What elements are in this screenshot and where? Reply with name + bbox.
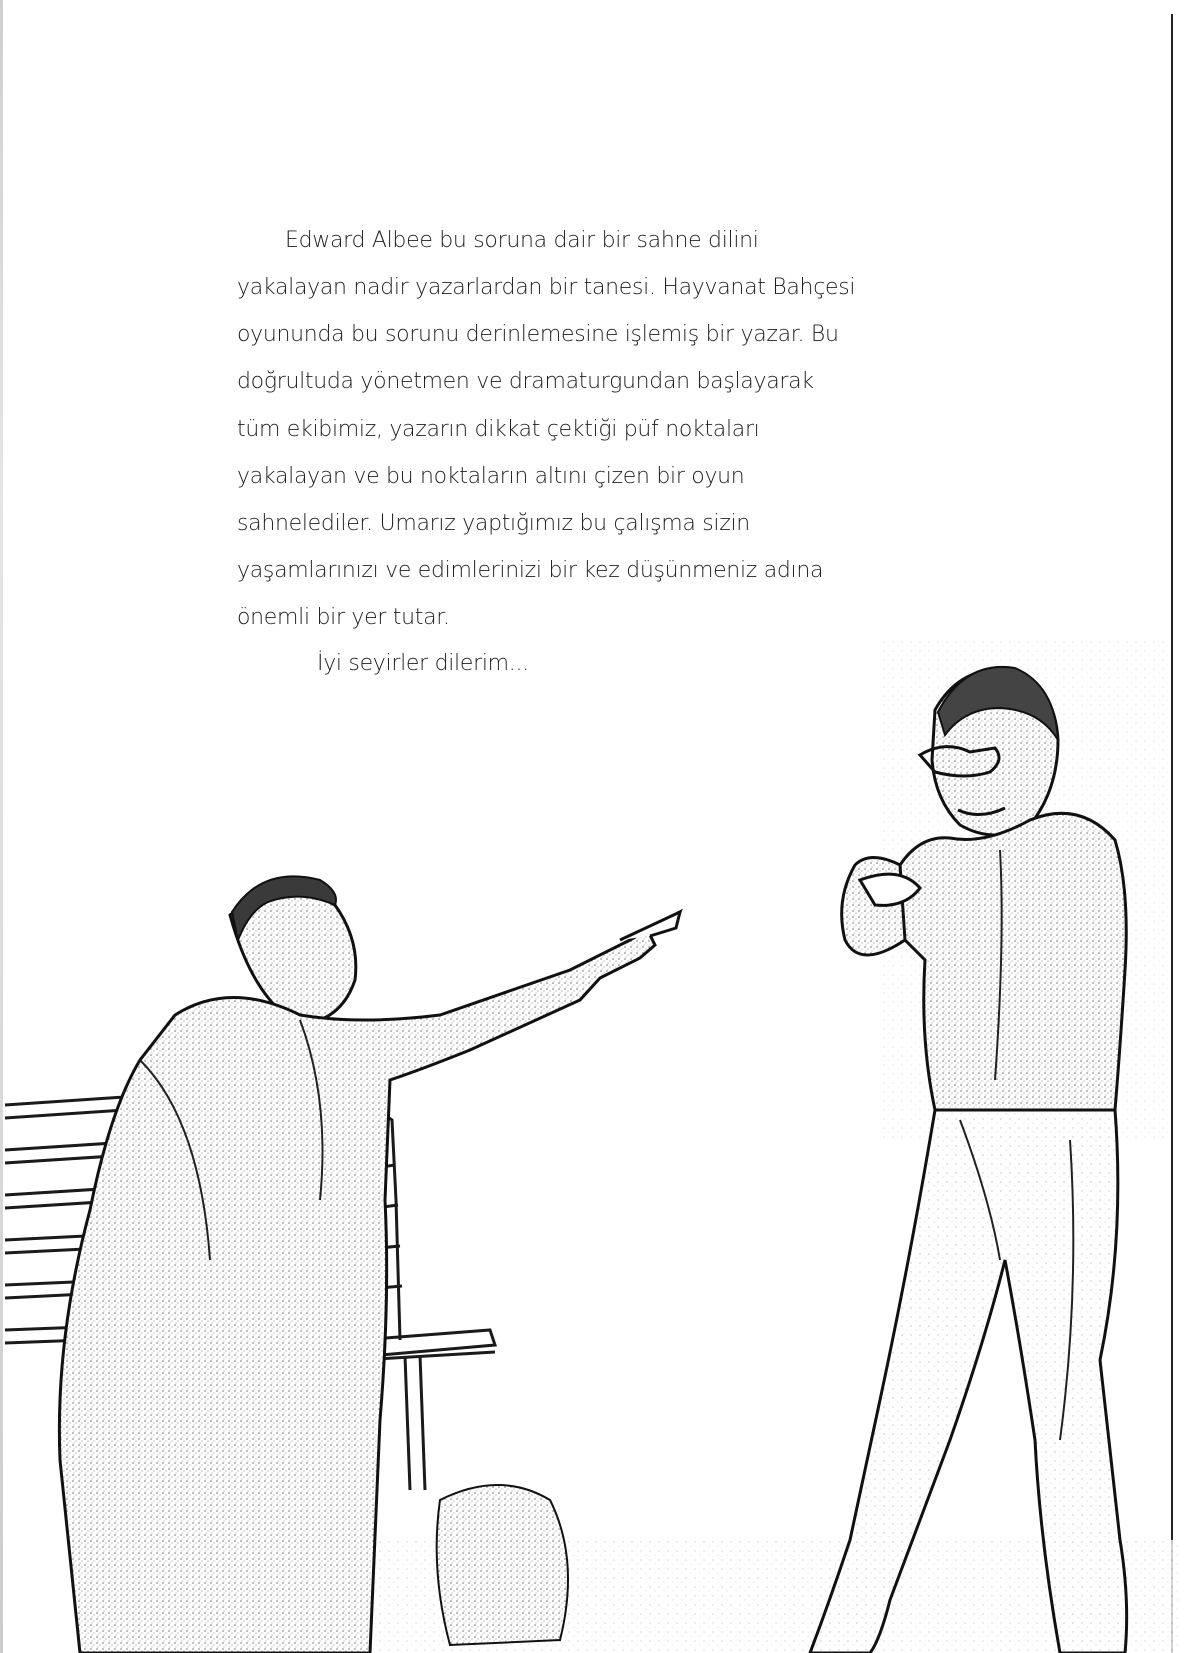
paragraph-line: doğrultuda yönetmen ve dramaturgundan başlayarak (237, 369, 814, 394)
paragraph-line: yaşamlarınızı ve edimlerinizi bir kez düşünmeniz adına (237, 558, 824, 583)
standing-man-figure (810, 667, 1127, 1653)
paragraph-line: yakalayan nadir yazarlardan bir tanesi. Hayvanat Bahçesi (237, 275, 856, 300)
paragraph-line: sahnelediler. Umarız yaptığımız bu çalışma sizin (237, 511, 750, 536)
paragraph-line: oyununda bu sorunu derinlemesine işlemiş bir yazar. Bu (237, 322, 839, 347)
park-scene-illustration (0, 640, 1191, 1653)
paragraph-line: yakalayan ve bu noktaların altını çizen bir oyun (237, 464, 745, 489)
paragraph-line: tüm ekibimiz, yazarın dikkat çektiği püf noktaları (237, 417, 760, 442)
paragraph-line: Edward Albee bu soruna dair bir sahne dilini (285, 228, 759, 253)
seated-man-figure (59, 876, 680, 1653)
closing-line: İyi seyirler dilerim... (317, 651, 529, 676)
paragraph-line: önemli bir yer tutar. (237, 605, 450, 630)
